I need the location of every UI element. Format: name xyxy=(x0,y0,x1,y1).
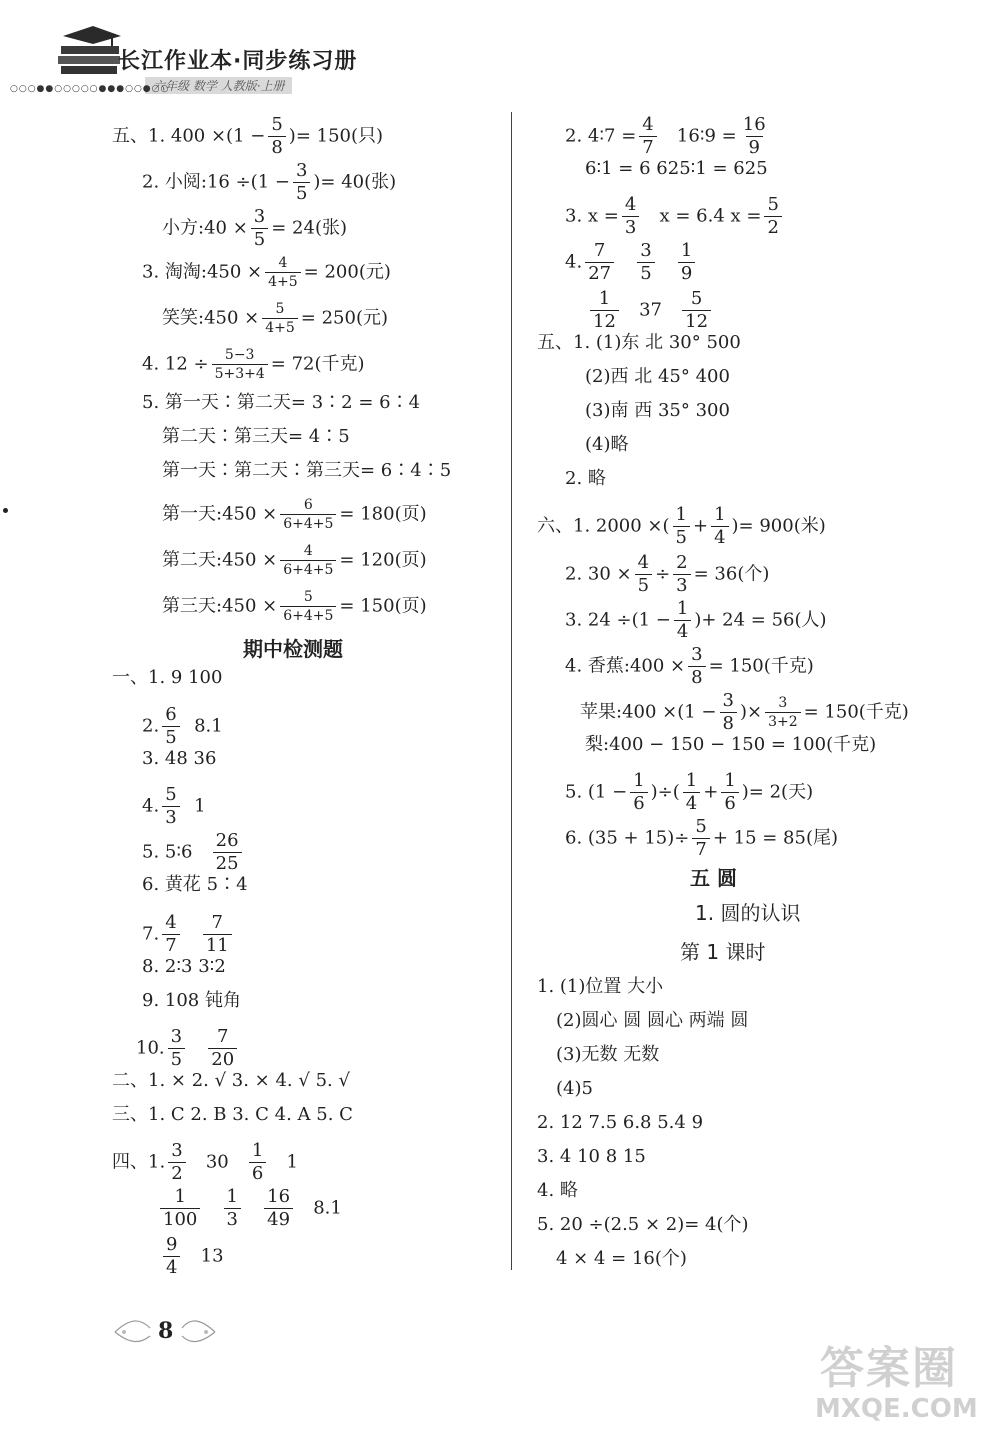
answer-line xyxy=(157,1188,342,1229)
fraction xyxy=(280,544,336,577)
fraction xyxy=(622,196,639,237)
section-title: 1. 圆的认识 xyxy=(695,901,801,925)
answer-line xyxy=(565,554,769,595)
expr-text: 8.1 xyxy=(313,1197,342,1219)
fraction xyxy=(682,290,711,331)
answer-line: 五、1. (1)东 北 30° 500 xyxy=(537,332,741,353)
lesson-title: 第 1 课时 xyxy=(680,940,766,964)
numerator: 16 xyxy=(267,1186,291,1207)
fraction xyxy=(688,646,705,687)
denominator: 4+5 xyxy=(265,272,301,289)
denominator: 5 xyxy=(637,262,654,283)
expr-text: = 180(页) xyxy=(339,503,427,525)
fraction xyxy=(162,706,179,747)
expr-text: )÷( xyxy=(650,781,680,803)
header-subtitle: 六年级 数学 人教版·上册 xyxy=(145,77,292,94)
answer-line xyxy=(142,256,391,289)
expr-text: 第一天:450 × xyxy=(162,503,278,525)
denominator: 9 xyxy=(746,136,763,157)
numerator: 1 xyxy=(598,288,611,309)
numerator: 3 xyxy=(253,206,266,227)
denominator: 3 xyxy=(224,1208,241,1229)
numerator: 1 xyxy=(226,1186,238,1207)
chapter-title: 五 圆 xyxy=(690,866,737,890)
numerator: 5 xyxy=(767,194,779,215)
numerator: 16 xyxy=(742,114,766,135)
answer-line xyxy=(162,544,427,577)
denominator: 3 xyxy=(673,574,690,595)
fraction xyxy=(720,692,737,733)
expr-text: 1 xyxy=(286,1151,298,1173)
fraction xyxy=(160,1188,200,1229)
fraction xyxy=(293,162,310,203)
expr-text: = 150(千克) xyxy=(708,655,814,677)
expr-text: 2. xyxy=(142,715,160,737)
denominator: 4 xyxy=(674,620,691,641)
expr-text: 3. 24 ÷(1 − xyxy=(565,609,671,631)
fraction xyxy=(168,1028,185,1069)
fraction xyxy=(262,302,298,335)
fraction xyxy=(251,208,268,249)
expr-text: 1 xyxy=(194,795,206,817)
fraction xyxy=(683,772,700,813)
expr-text: 8.1 xyxy=(194,715,223,737)
expr-text: = 150(千克) xyxy=(803,701,909,723)
watermark-url: MXQE.COM xyxy=(815,1394,978,1424)
answer-line xyxy=(112,116,383,157)
denominator: 9 xyxy=(678,262,695,283)
denominator: 20 xyxy=(208,1048,237,1069)
expr-text: 苹果:400 ×(1 − xyxy=(580,701,717,723)
numerator: 1 xyxy=(251,1140,264,1161)
expr-text: 第二天:450 × xyxy=(162,549,278,571)
fraction xyxy=(212,348,268,381)
denominator: 5+3+4 xyxy=(212,364,268,381)
fraction xyxy=(213,832,242,873)
answer-line xyxy=(142,786,206,827)
expr-text: = 24(张) xyxy=(271,217,347,239)
answer-line: (4)略 xyxy=(585,434,629,455)
expr-text: = 36(个) xyxy=(693,563,770,585)
expr-text: 4. 香蕉:400 × xyxy=(565,655,686,677)
answer-line: 6∶1 = 6 625∶1 = 625 xyxy=(585,158,768,179)
numerator: 2 xyxy=(676,552,688,573)
expr-text: 6. (35 + 15)÷ xyxy=(565,827,690,849)
fraction xyxy=(224,1188,241,1229)
expr-text: 第三天:450 × xyxy=(162,595,278,617)
answer-line: 4 × 4 = 16(个) xyxy=(556,1248,687,1269)
answer-line: (3)南 西 35° 300 xyxy=(585,400,730,421)
denominator: 5 xyxy=(635,574,652,595)
expr-text: )× xyxy=(739,701,763,723)
answer-line: 2. 略 xyxy=(565,468,606,489)
fraction xyxy=(280,498,336,531)
fraction xyxy=(203,914,232,955)
expr-text: )= 40(张) xyxy=(313,171,397,193)
numerator: 1 xyxy=(675,504,687,525)
fraction xyxy=(630,772,647,813)
denominator: 27 xyxy=(585,262,614,283)
answer-line xyxy=(142,832,245,873)
answer-line: 梨:400 − 150 − 150 = 100(千克) xyxy=(585,734,877,755)
answer-line: 第二天∶第三天= 4∶5 xyxy=(162,426,350,447)
answer-line: 二、1. × 2. √ 3. × 4. √ 5. √ xyxy=(112,1070,350,1091)
answer-line xyxy=(565,818,838,859)
expr-text: 五、1. 400 ×(1 − xyxy=(112,125,266,147)
denominator: 6+4+5 xyxy=(280,514,336,531)
numerator: 6 xyxy=(303,497,313,513)
numerator: 5 xyxy=(275,301,285,317)
answer-line xyxy=(142,162,396,203)
fraction xyxy=(765,696,801,729)
answer-line xyxy=(565,772,813,813)
denominator: 6 xyxy=(630,792,647,813)
numerator: 3 xyxy=(778,695,788,711)
expr-text: 3. 淘淘:450 × xyxy=(142,261,263,283)
denominator: 4 xyxy=(163,1256,180,1277)
numerator: 4 xyxy=(637,552,650,573)
numerator: 3 xyxy=(170,1026,183,1047)
denominator: 8 xyxy=(268,136,285,157)
header-title: 长江作业本·同步练习册 xyxy=(118,49,358,74)
numerator: 5 xyxy=(165,784,177,805)
numerator: 4 xyxy=(303,543,313,559)
denominator: 4 xyxy=(683,792,700,813)
numerator: 1 xyxy=(714,504,726,525)
numerator: 4 xyxy=(278,255,288,271)
expr-text: + xyxy=(692,515,709,537)
expr-text: 2. 4∶7 = xyxy=(565,125,637,147)
numerator: 3 xyxy=(722,690,734,711)
answer-line: 1. (1)位置 大小 xyxy=(537,976,664,997)
numerator: 5 xyxy=(695,816,707,837)
denominator: 6+4+5 xyxy=(280,560,336,577)
answer-line xyxy=(112,1142,298,1183)
fraction xyxy=(711,506,728,547)
numerator: 5 xyxy=(303,589,313,605)
answer-line xyxy=(162,590,427,623)
fraction xyxy=(635,554,652,595)
fraction xyxy=(264,1188,293,1229)
expr-text: 笑笑:450 × xyxy=(162,307,260,329)
answer-line: 3. 4 10 8 15 xyxy=(537,1146,646,1167)
denominator: 2 xyxy=(764,216,781,237)
fraction xyxy=(168,1142,185,1183)
denominator: 3 xyxy=(622,216,639,237)
expr-text: 2. 小阅:16 ÷(1 − xyxy=(142,171,290,193)
numerator: 3 xyxy=(295,160,308,181)
denominator: 5 xyxy=(673,526,690,547)
fraction xyxy=(678,242,695,283)
answer-line: (4)5 xyxy=(556,1078,593,1099)
numerator: 4 xyxy=(165,912,177,933)
denominator: 3 xyxy=(162,806,179,827)
column-divider xyxy=(511,112,512,1270)
answer-line xyxy=(142,914,235,955)
expr-text: + 15 = 85(尾) xyxy=(712,827,838,849)
fraction xyxy=(740,116,769,157)
fraction xyxy=(764,196,781,237)
numerator: 1 xyxy=(724,770,736,791)
answer-line: 第一天∶第二天∶第三天= 6∶4∶5 xyxy=(162,460,452,481)
denominator: 12 xyxy=(682,310,711,331)
numerator: 4 xyxy=(624,194,637,215)
expr-text: )+ 24 = 56(人) xyxy=(694,609,827,631)
answer-line xyxy=(162,302,388,335)
answer-line: 三、1. C 2. B 3. C 4. A 5. C xyxy=(112,1104,353,1125)
fraction xyxy=(163,1236,180,1277)
fraction xyxy=(639,116,656,157)
denominator: 6 xyxy=(249,1162,266,1183)
expr-text: )= 2(天) xyxy=(741,781,814,803)
expr-text: x = 6.4 x = xyxy=(659,205,762,227)
numerator: 26 xyxy=(215,830,239,851)
answer-line xyxy=(537,506,826,547)
denominator: 5 xyxy=(168,1048,185,1069)
answer-line xyxy=(565,242,698,283)
fraction xyxy=(280,590,336,623)
fraction xyxy=(692,818,709,859)
fraction xyxy=(673,506,690,547)
answer-line xyxy=(565,116,772,157)
expr-text: = 120(页) xyxy=(339,549,427,571)
expr-text: 2. 30 × xyxy=(565,563,632,585)
expr-text: 小方:40 × xyxy=(162,217,248,239)
denominator: 25 xyxy=(213,852,242,873)
answer-line: 9. 108 钝角 xyxy=(142,990,241,1011)
expr-text: 四、1. xyxy=(112,1151,166,1173)
numerator: 1 xyxy=(676,598,689,619)
answer-line xyxy=(136,1028,240,1069)
answer-line xyxy=(580,692,909,733)
numerator: 5 xyxy=(271,114,283,135)
header-dots-decoration: ○○○●●○○○○○●●●○○●○○ xyxy=(10,84,170,94)
answer-line xyxy=(565,196,785,237)
numerator: 1 xyxy=(633,770,645,791)
denominator: 2 xyxy=(168,1162,185,1183)
answer-line xyxy=(565,646,814,687)
expr-text: + xyxy=(703,781,719,803)
expr-text: 4. 12 ÷ xyxy=(142,353,209,375)
numerator: 1 xyxy=(685,770,698,791)
fraction xyxy=(721,772,738,813)
answer-line: 3. 48 36 xyxy=(142,748,217,769)
expr-text: )= 900(米) xyxy=(731,515,826,537)
answer-line: (3)无数 无数 xyxy=(556,1044,660,1065)
answer-line xyxy=(587,290,714,331)
watermark xyxy=(815,1330,995,1430)
expr-text: 5. (1 − xyxy=(565,781,628,803)
page-header xyxy=(0,0,1000,100)
answer-line: 一、1. 9 100 xyxy=(112,667,223,688)
numerator: 6 xyxy=(165,704,177,725)
numerator: 3 xyxy=(691,644,703,665)
expr-text: 10. xyxy=(136,1037,165,1059)
denominator: 8 xyxy=(688,666,705,687)
denominator: 5 xyxy=(251,228,268,249)
numerator: 7 xyxy=(211,912,223,933)
expr-text: = 200(元) xyxy=(303,261,391,283)
numerator: 7 xyxy=(593,240,606,261)
answer-line xyxy=(565,600,827,641)
expr-text: )= 150(只) xyxy=(288,125,384,147)
denominator: 7 xyxy=(692,838,709,859)
expr-text: 16∶9 = xyxy=(676,125,737,147)
expr-text: 3. x = xyxy=(565,205,619,227)
answer-line: 5. 第一天∶第二天= 3∶2 = 6∶4 xyxy=(142,392,421,413)
section-title-midterm: 期中检测题 xyxy=(243,637,343,661)
fraction xyxy=(162,914,179,955)
page-number: 8 xyxy=(158,1318,174,1344)
expr-text: 4. xyxy=(142,795,160,817)
answer-line: 4. 略 xyxy=(537,1180,578,1201)
expr-text: 六、1. 2000 ×( xyxy=(537,515,670,537)
expr-text: 5. 5∶6 xyxy=(142,841,193,863)
answer-line xyxy=(142,348,365,381)
expr-text: 30 xyxy=(205,1151,229,1173)
denominator: 5 xyxy=(162,726,179,747)
numerator: 5 xyxy=(690,288,703,309)
answer-line: 6. 黄花 5∶4 xyxy=(142,874,248,895)
fraction xyxy=(162,786,179,827)
expr-text: ÷ xyxy=(655,563,671,585)
fraction xyxy=(265,256,301,289)
expr-text: 7. xyxy=(142,923,160,945)
expr-text: = 150(页) xyxy=(339,595,427,617)
denominator: 7 xyxy=(639,136,656,157)
fraction xyxy=(268,116,285,157)
denominator: 6 xyxy=(721,792,738,813)
answer-line xyxy=(162,498,427,531)
expr-text: = 72(千克) xyxy=(270,353,365,375)
fraction xyxy=(585,242,614,283)
denominator: 49 xyxy=(264,1208,293,1229)
fraction xyxy=(249,1142,266,1183)
answer-line: 2. 12 7.5 6.8 5.4 9 xyxy=(537,1112,704,1133)
watermark-text: 答案圈 xyxy=(820,1343,958,1394)
numerator: 1 xyxy=(174,1186,186,1207)
margin-dot xyxy=(3,508,8,513)
denominator: 3+2 xyxy=(765,712,801,729)
denominator: 4 xyxy=(711,526,728,547)
denominator: 4+5 xyxy=(262,318,298,335)
numerator: 3 xyxy=(640,240,652,261)
denominator: 8 xyxy=(720,712,737,733)
denominator: 6+4+5 xyxy=(280,606,336,623)
fraction xyxy=(674,600,691,641)
answer-line: 5. 20 ÷(2.5 × 2)= 4(个) xyxy=(537,1214,749,1235)
expr-text: 13 xyxy=(200,1245,224,1267)
answer-line xyxy=(142,706,223,747)
fraction xyxy=(208,1028,237,1069)
answer-line xyxy=(162,208,347,249)
expr-text: 4. xyxy=(565,251,583,273)
fraction xyxy=(637,242,654,283)
denominator: 5 xyxy=(293,182,310,203)
answer-line: (2)西 北 45° 400 xyxy=(585,366,730,387)
answer-line: 8. 2∶3 3∶2 xyxy=(142,956,226,977)
stacked-books-logo-icon xyxy=(55,22,125,82)
answer-line: (2)圆心 圆 圆心 两端 圆 xyxy=(556,1010,749,1031)
numerator: 5−3 xyxy=(224,347,255,363)
fraction xyxy=(673,554,690,595)
expr-text: = 250(元) xyxy=(300,307,388,329)
denominator: 100 xyxy=(160,1208,200,1229)
fraction xyxy=(590,290,619,331)
denominator: 12 xyxy=(590,310,619,331)
answer-line xyxy=(160,1236,224,1277)
expr-text: 37 xyxy=(639,299,662,321)
numerator: 3 xyxy=(171,1140,183,1161)
page-number-ornament xyxy=(110,1310,220,1354)
denominator: 7 xyxy=(162,934,179,955)
numerator: 1 xyxy=(680,240,693,261)
numerator: 9 xyxy=(166,1234,178,1255)
denominator: 11 xyxy=(203,934,232,955)
numerator: 4 xyxy=(642,114,654,135)
numerator: 7 xyxy=(216,1026,229,1047)
